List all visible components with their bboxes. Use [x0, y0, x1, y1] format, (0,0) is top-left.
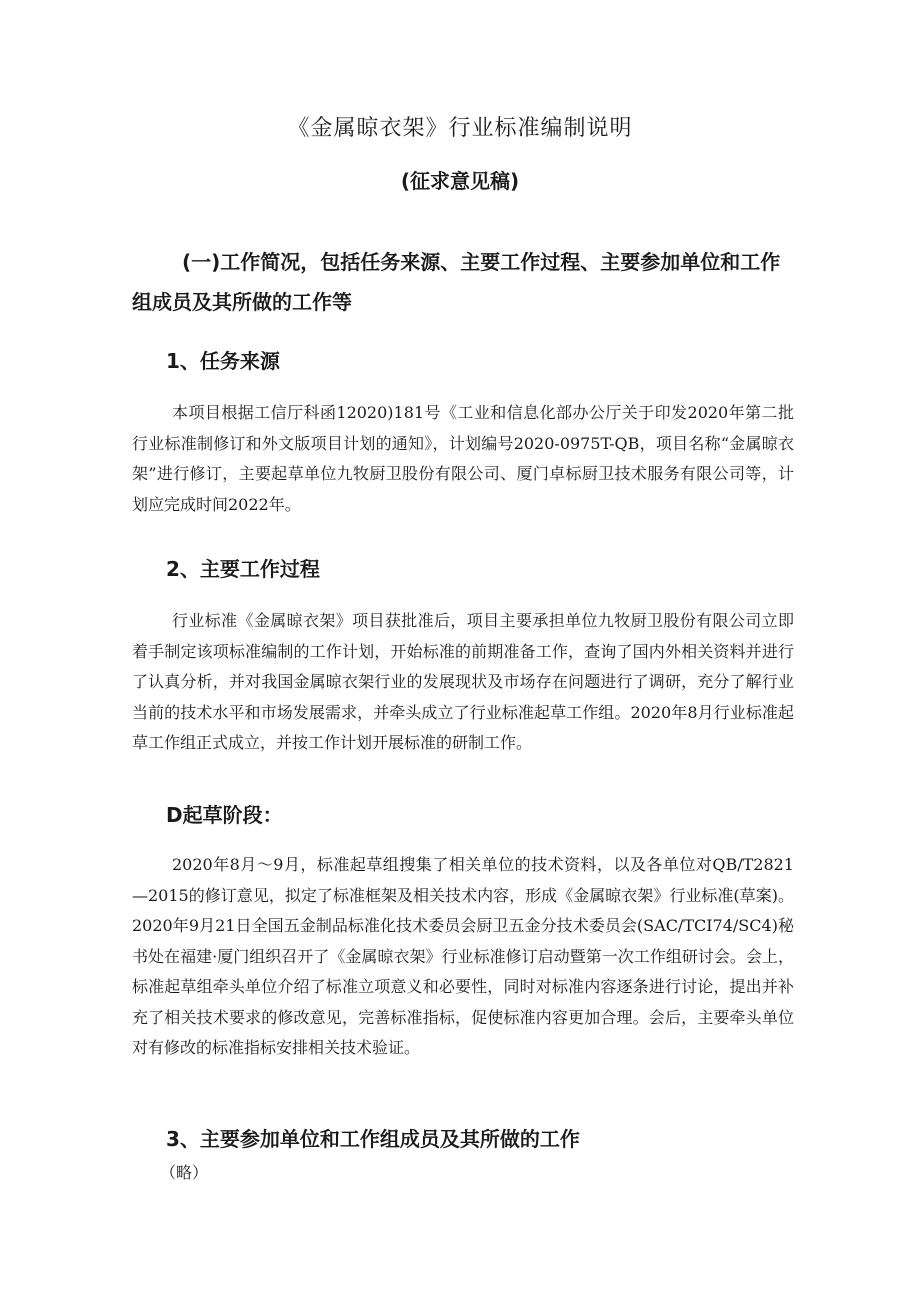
subheading-task-source: 1、任务来源 [166, 349, 280, 373]
paragraph-task-source: 本项目根据工信厅科函12020)181号《工业和信息化部办公厅关于印发2020年第二批行业标准制修订和外文版项目计划的通知》，计划编号2020-0975T-QB，项目名称“金属晾衣架”进行修订，主要起草单位九牧厨卫股份有限公司、厦门卓标厨卫技术服务有限公司等，计划应完成时间2022年。 [132, 403, 794, 514]
paragraph-drafting-stage: 2020年8月～9月，标准起草组搜集了相关单位的技术资料，以及各单位对QB/T2821—2015的修订意见，拟定了标准框架及相关技术内容，形成《金属晾衣架》行业标准(草案)。2020年9月21日全国五金制品标准化技术委员会厨卫五金分技术委员会(SAC/TCI74/SC4)秘书处在福建·厦门组织召开了《金属晾衣架》行业标准修订启动暨第一次工作组研讨会。会上，标准起草组牵头单位介绍了标准立项意义和必要性，同时对标准内容逐条进行讨论，提出并补充了相关技术要求的修改意见，完善标准指标，促使标准内容更加合理。会后，主要牵头单位对有修改的标准指标安排相关技术验证。 [132, 855, 794, 1057]
participants-omitted-note: （略） [160, 1163, 209, 1182]
document-subtitle: (征求意见稿) [400, 169, 520, 193]
subheading-drafting-stage: D起草阶段： [166, 803, 283, 827]
subheading-work-process: 2、主要工作过程 [166, 557, 320, 581]
paragraph-work-process: 行业标准《金属晾衣架》项目获批准后，项目主要承担单位九牧厨卫股份有限公司立即着手制定该项标准编制的工作计划，开始标准的前期准备工作，查询了国内外相关资料并进行了认真分析，并对我国金属晾衣架行业的发展现状及市场存在问题进行了调研，充分了解行业当前的技术水平和市场发展需求，并牵头成立了行业标准起草工作组。2020年8月行业标准起草工作组正式成立，并按工作计划开展标准的研制工作。 [132, 611, 794, 752]
document-title: 《金属晾衣架》行业标准编制说明 [287, 116, 633, 141]
subheading-participants: 3、主要参加单位和工作组成员及其所做的工作 [166, 1127, 580, 1151]
section-heading-work-overview: (一)工作简况，包括任务来源、主要工作过程、主要参加单位和工作组成员及其所做的工作等 [132, 250, 781, 314]
